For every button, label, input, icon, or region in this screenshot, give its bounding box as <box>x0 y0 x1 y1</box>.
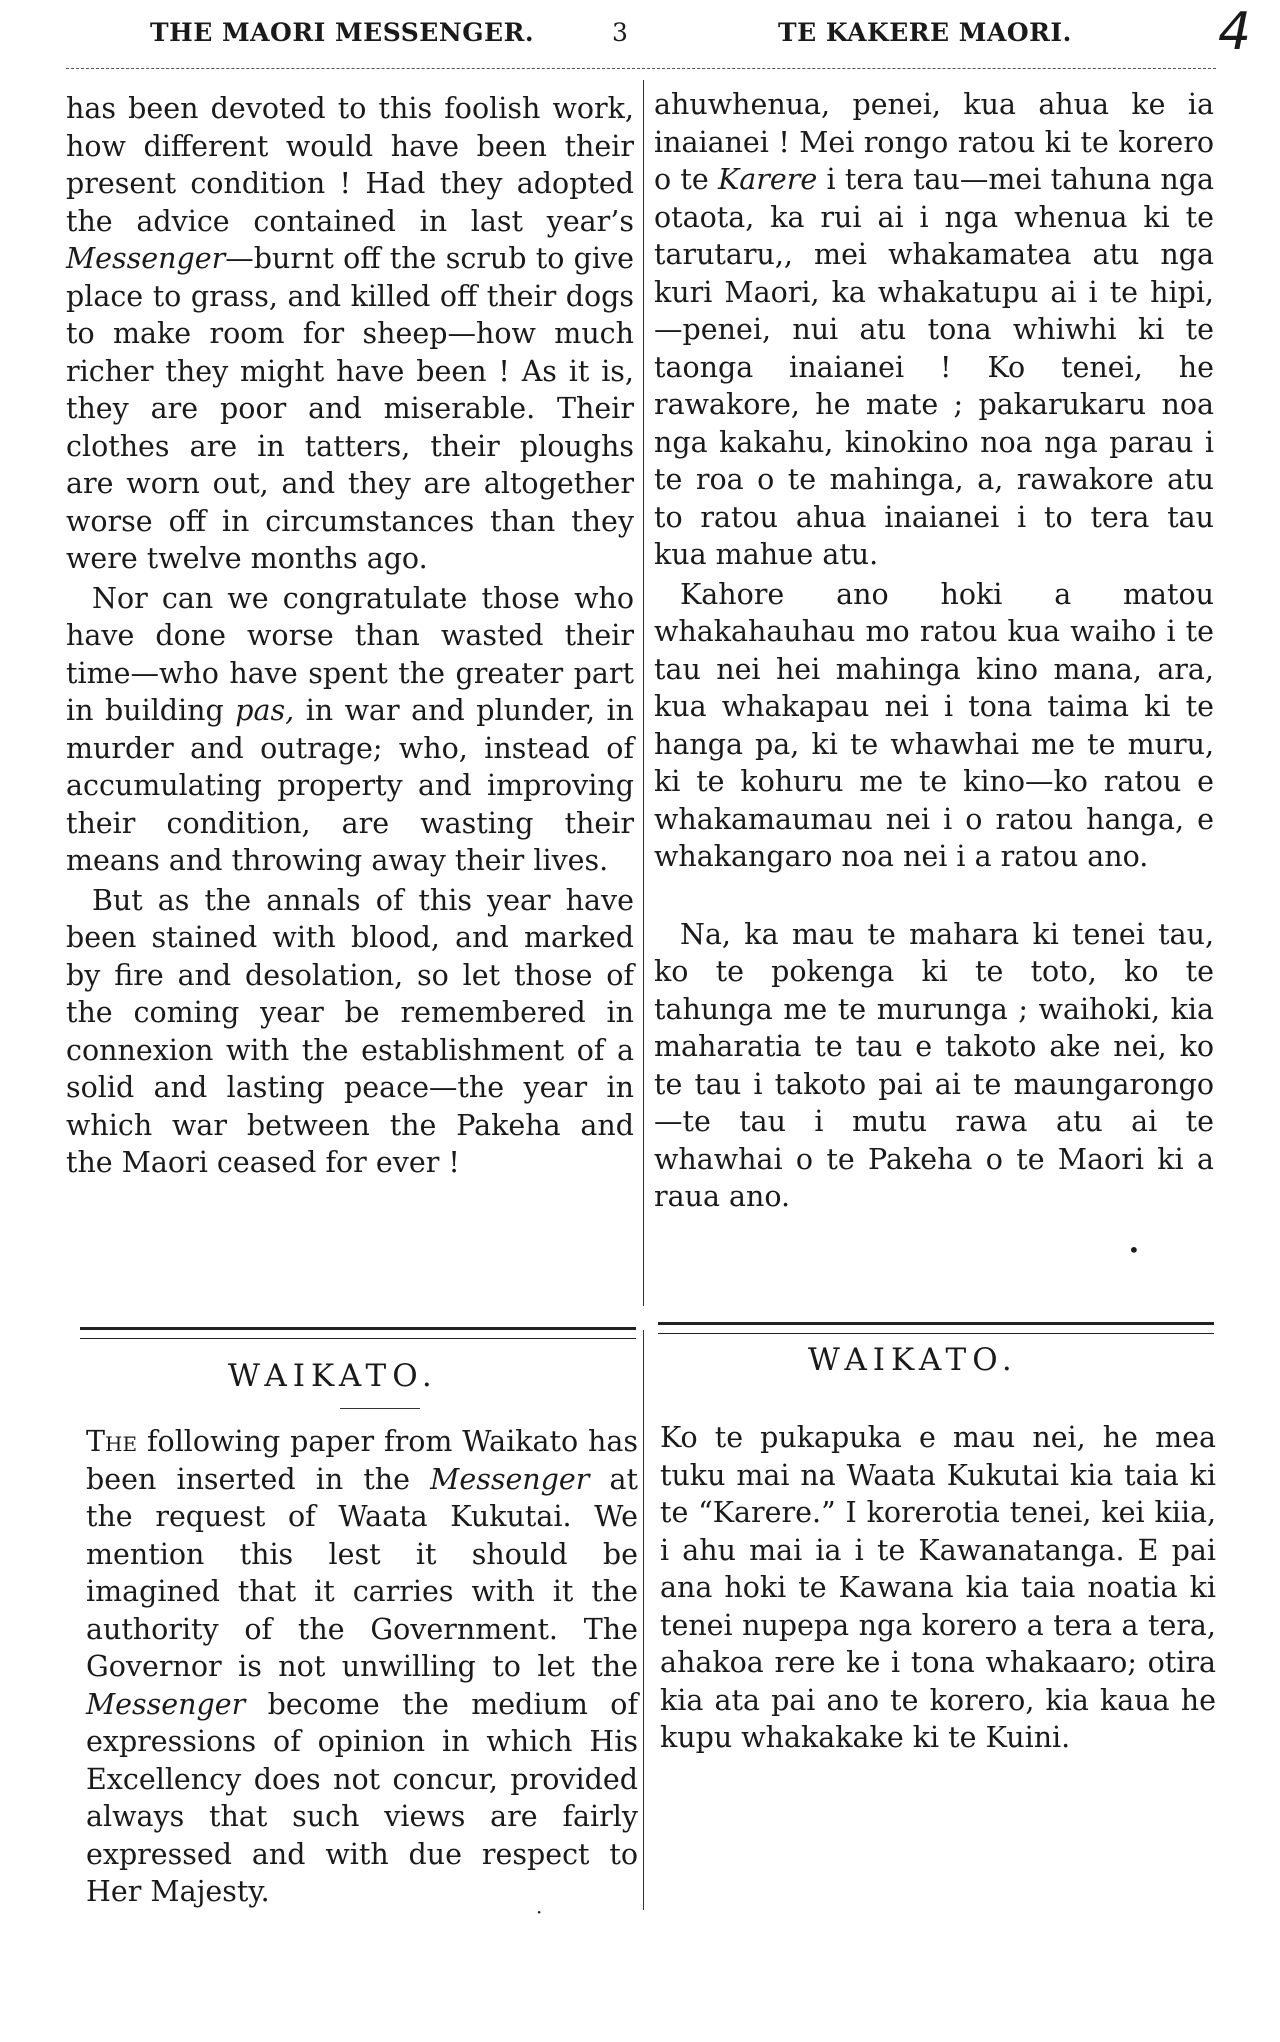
print-speck: • <box>1128 1238 1140 1262</box>
maori-column-top <box>654 86 1214 1218</box>
column-divider-bottom <box>643 1330 644 1910</box>
masthead-maori: TE KAKERE MAORI. <box>778 18 1072 47</box>
text-run: at the request of Waata Kukutai. We mention this lest it should be imagined that it carries with it the authority of the Government. The Governor is not unwilling to let the <box>86 1462 638 1683</box>
italic-run: Messenger <box>86 1687 246 1721</box>
paragraph <box>654 576 1214 876</box>
paragraph <box>66 882 634 1182</box>
text-run: ahuwhenua, penei, kua ahua ke ia inaianei ! Mei rongo ratou ki te korero o te <box>654 88 1214 196</box>
text-run: become the medium of expressions of opinion in which His Excellency does not concur, provided always that such views are fairly expressed and with due respect to Her Majesty. <box>86 1687 638 1908</box>
header-rule <box>66 68 1216 69</box>
text-run: following paper from Waikato has been inserted in the <box>86 1425 638 1496</box>
page-number: 3 <box>612 18 629 47</box>
text-run: —burnt off the scrub to give place to grass, and killed off their dogs to make room for sheep—how much richer they might have been ! As it is, they are poor and miserable. Their clothes are in tatters, their ploughs are worn out, and they are altogether worse off in circumstances than they were twelve months ago. <box>66 242 634 575</box>
text-run: has been devoted to this foolish work, how different would have been their present condition ! Had they adopted the advice contained in last year’s <box>66 92 634 238</box>
paragraph <box>660 1419 1216 1757</box>
section-title-underline <box>340 1408 420 1409</box>
section-rule-english <box>80 1327 636 1339</box>
italic-run: Messenger <box>430 1462 590 1496</box>
english-column-waikato <box>86 1423 638 1911</box>
section-title-english: WAIKATO. <box>228 1358 438 1394</box>
text-run: Na, ka mau te mahara ki tenei tau, ko te pokenga ki te toto, ko te tahunga me te murunga ; waihoki, kia maharatia te tau e takoto ake nei, ko te tau i takoto pai ai te maungarongo—te tau i mutu rawa atu ai te whawhai o te Pakeha o te Maori ki a raua ano. <box>654 917 1214 1213</box>
paragraph-gap <box>654 878 1214 916</box>
paragraph <box>654 916 1214 1216</box>
text-run: in war and plunder, in murder and outrage; who, instead of accumulating property and improving their condition, are wasting their means and throwing away their lives. <box>66 694 634 877</box>
handwritten-page-mark: 4 <box>1218 2 1252 62</box>
paragraph <box>654 86 1214 574</box>
section-rule-maori <box>658 1322 1214 1334</box>
italic-run: Messenger <box>66 242 226 275</box>
italic-run: Karere <box>718 163 818 196</box>
text-run: i tera tau—mei tahuna nga otaota, ka rui ai i nga whenua ki te tarutaru,, mei whakamatea atu nga kuri Maori, ka whakatupu ai i te hipi,—penei, nui atu tona whiwhi ki te taonga inaianei ! Ko tenei, he rawakore, he mate ; pakarukaru noa nga kakahu, kinokino noa nga parau i te roa o te mahinga, a, rawakore atu to ratou ahua inaianei i to tera tau kua mahue atu. <box>654 163 1214 571</box>
print-speck: · <box>536 1900 543 1924</box>
paragraph <box>66 90 634 578</box>
masthead-english: THE MAORI MESSENGER. <box>150 18 535 47</box>
paragraph <box>66 580 634 880</box>
maori-column-waikato <box>660 1419 1216 1757</box>
english-column-top <box>66 90 634 1184</box>
italic-run: pas, <box>235 694 295 727</box>
text-run: Nor can we congratulate those who have done worse than wasted their time—who have spent the greater part in building <box>66 581 634 727</box>
text-run: But as the annals of this year have been stained with blood, and marked by fire and desolation, so let those of the coming year be remembered in connexion with the establishment of a solid and lasting peace—the year in which war between the Pakeha and the Maori ceased for ever ! <box>66 883 634 1179</box>
column-divider-top <box>643 80 644 1306</box>
text-run: Kahore ano hoki a matou whakahauhau mo ratou kua waiho i te tau nei hei mahinga kino mana, ara, kua whakapau nei i tona taima ki te hanga pa, ki te whawhai me te muru, ki te kohuru me te kino—ko ratou e whakamaumau nei i o ratou hanga, e whakangaro noa nei i a ratou ano. <box>654 577 1214 873</box>
small-caps-run: The <box>86 1425 138 1458</box>
text-run: Ko te pukapuka e mau nei, he mea tuku mai na Waata Kukutai kia taia ki te “Karere.” I korerotia tenei, kei kiia, i ahu mai ia i te Kawanatanga. E pai ana hoki te Kawana kia taia noatia ki tenei nupepa nga korero a tera a tera, ahakoa rere ke i tona whakaaro; otira kia ata pai ano te korero, kia kaua he kupu whakakake ki te Kuini. <box>660 1421 1216 1754</box>
paragraph <box>86 1423 638 1911</box>
section-title-maori: WAIKATO. <box>808 1342 1018 1378</box>
